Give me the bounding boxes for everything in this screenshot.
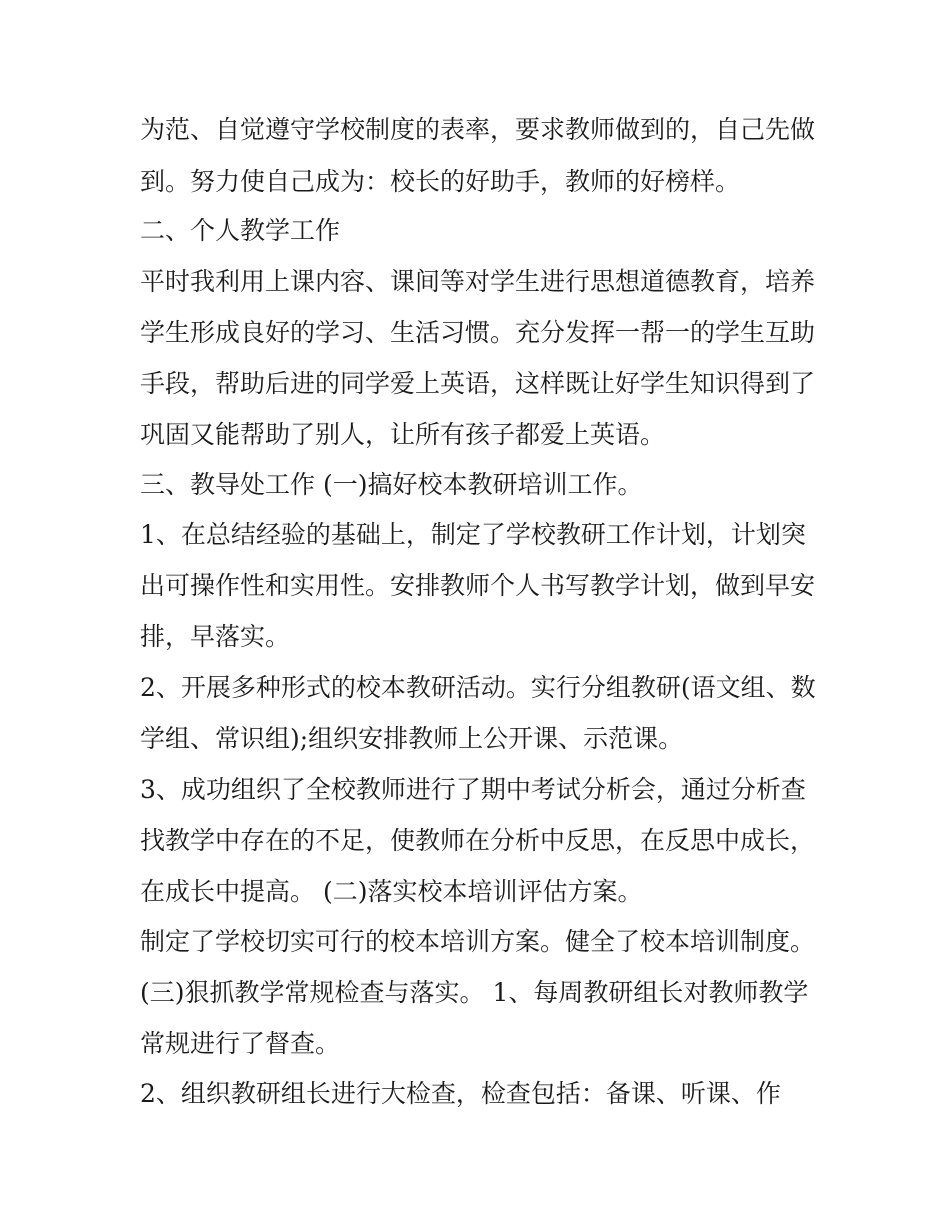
text-line: 3、成功组织了全校教师进行了期中考试分析会，通过分析查 [140,775,806,804]
text-line: 学组、常识组);组织安排教师上公开课、示范课。 [140,724,684,753]
text-line: 巩固又能帮助了别人，让所有孩子都爱上英语。 [140,420,666,449]
text-line: (三)狠抓教学常规检查与落实。 1、每周教研组长对教师教学 [140,978,809,1007]
text-line: 手段，帮助后进的同学爱上英语，这样既让好学生知识得到了 [140,369,816,398]
text-line: 到。努力使自己成为：校长的好助手，教师的好榜样。 [140,167,741,196]
text-line: 2、开展多种形式的校本教研活动。实行分组教研(语文组、数 [140,673,816,702]
text-line: 找教学中存在的不足，使教师在分析中反思，在反思中成长， [140,826,816,855]
section-heading: 三、教导处工作 (一)搞好校本教研培训工作。 [140,470,643,499]
text-line: 平时我利用上课内容、课间等对学生进行思想道德教育，培养 [140,267,816,296]
text-line: 制定了学校切实可行的校本培训方案。健全了校本培训制度。 [140,927,816,956]
text-line: 学生形成良好的学习、生活习惯。充分发挥一帮一的学生互助 [140,318,816,347]
text-line: 常规进行了督查。 [140,1029,341,1058]
text-line: 出可操作性和实用性。安排教师个人书写教学计划，做到早安 [140,571,816,600]
text-line: 为范、自觉遵守学校制度的表率，要求教师做到的，自己先做 [140,115,816,144]
text-line: 1、在总结经验的基础上，制定了学校教研工作计划，计划突 [140,520,806,549]
text-line: 在成长中提高。 (二)落实校本培训评估方案。 [140,877,643,906]
section-heading: 二、个人教学工作 [140,216,341,245]
text-line: 排，早落实。 [140,622,291,651]
text-line: 2、组织教研组长进行大检查，检查包括：备课、听课、作 [140,1079,781,1108]
